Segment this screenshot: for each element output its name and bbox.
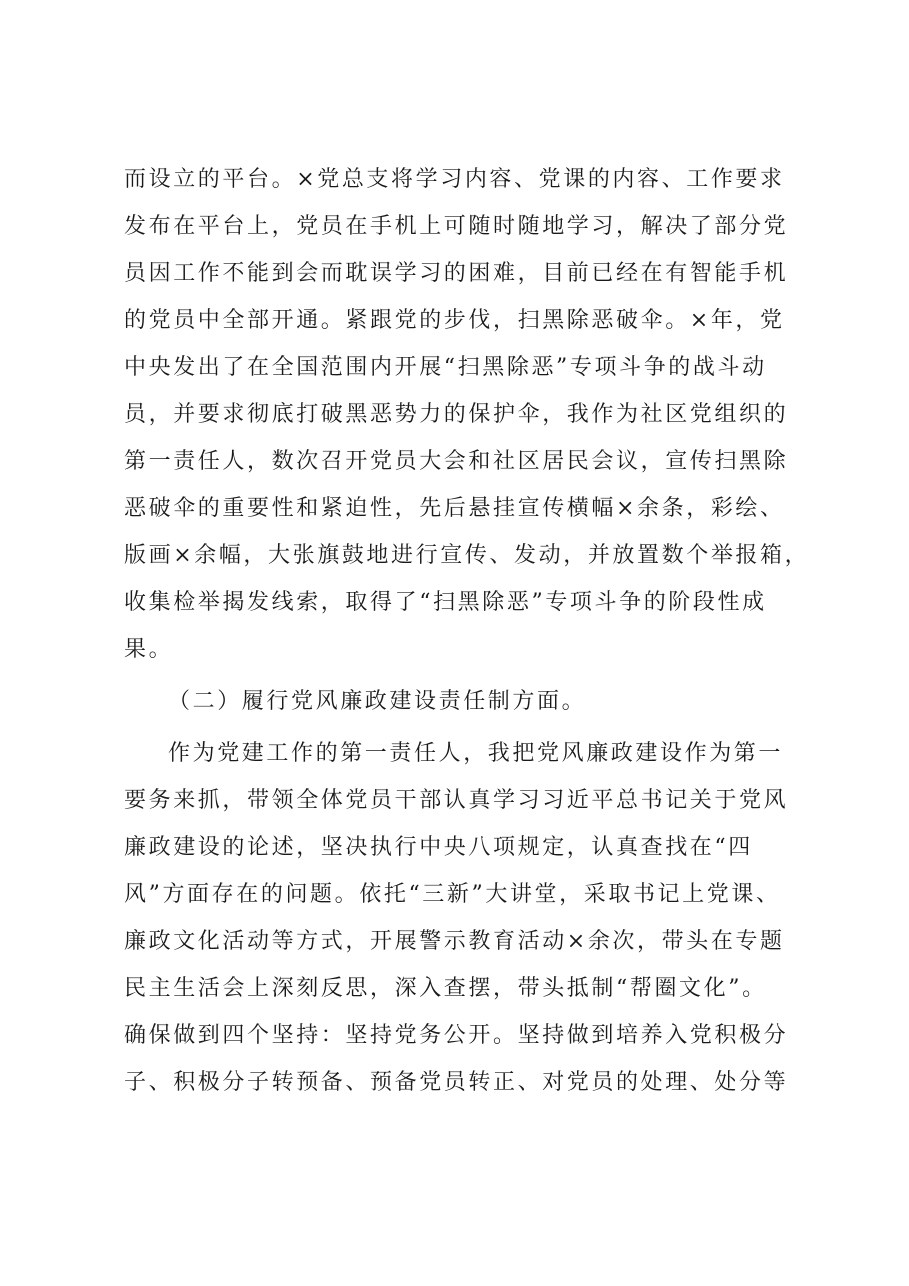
text-line: 员，并要求彻底打破黑恶势力的保护伞，我作为社区党组织的 xyxy=(124,402,789,427)
text-line: 发布在平台上，党员在手机上可随时随地学习，解决了部分党 xyxy=(124,214,789,239)
text-line: 恶破伞的重要性和紧迫性，先后悬挂宣传横幅×余条，彩绘、 xyxy=(124,496,785,521)
text-line: 民主生活会上深刻反思，深入查摆，带头抵制“帮圈文化”。 xyxy=(124,976,767,1001)
text-line: 确保做到四个坚持：坚持党务公开。坚持做到培养入党积极分 xyxy=(124,1023,789,1048)
text-line: 子、积极分子转预备、预备党员转正、对党员的处理、处分等 xyxy=(124,1070,789,1095)
text-line: 要务来抓，带领全体党员干部认真学习习近平总书记关于党风 xyxy=(124,788,789,813)
text-line: 而设立的平台。×党总支将学习内容、党课的内容、工作要求 xyxy=(124,167,785,192)
text-line: 的党员中全部开通。紧跟党的步伐，扫黑除恶破伞。×年，党 xyxy=(124,308,785,333)
text-line: 廉政文化活动等方式，开展警示教育活动×余次，带头在专题 xyxy=(124,929,785,954)
paragraph-first-line: 作为党建工作的第一责任人，我把党风廉政建设作为第一 xyxy=(168,741,784,766)
text-line: 版画×余幅，大张旗鼓地进行宣传、发动，并放置数个举报箱， xyxy=(124,543,810,568)
text-line: 廉政建设的论述，坚决执行中央八项规定，认真查找在“四 xyxy=(124,835,753,860)
section-heading: （二）履行党风廉政建设责任制方面。 xyxy=(168,689,587,714)
text-line: 风”方面存在的问题。依托“三新”大讲堂，采取书记上党课、 xyxy=(124,882,781,907)
text-line: 收集检举揭发线索，取得了“扫黑除恶”专项斗争的阶段性成 xyxy=(124,590,767,615)
text-line: 员因工作不能到会而耽误学习的困难，目前已经在有智能手机 xyxy=(124,261,789,286)
text-line: 果。 xyxy=(124,637,174,662)
text-line: 第一责任人，数次召开党员大会和社区居民会议，宣传扫黑除 xyxy=(124,449,789,474)
text-line: 中央发出了在全国范围内开展“扫黑除恶”专项斗争的战斗动 xyxy=(124,355,767,380)
